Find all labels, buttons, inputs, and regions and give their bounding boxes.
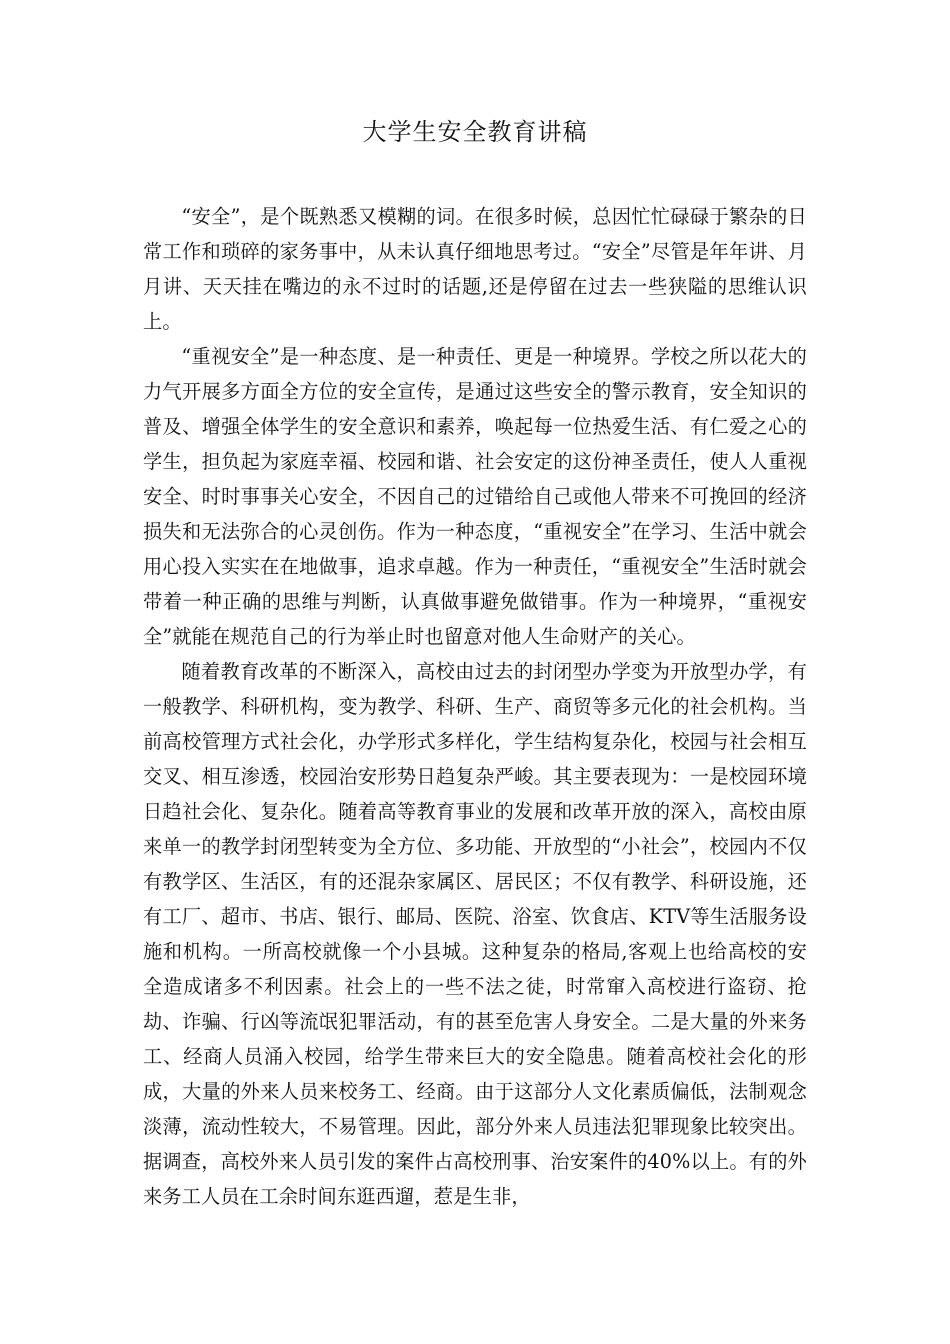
paragraph-2: “重视安全”是一种态度、是一种责任、更是一种境界。学校之所以花大的力气开展多方面全方位的安全宣传，是通过这些安全的警示教育，安全知识的普及、增强全体学生的安全意识和素养，唤起每一位热爱生活、有仁爱之心的学生，担负起为家庭幸福、校园和谐、社会安定的这份神圣责任，使人人重视安全、时时事事关心安全，不因自己的过错给自己或他人带来不可挽回的经济损失和无法弥合的心灵创伤。作为一种态度，“重视安全”在学习、生活中就会用心投入实实在在地做事，追求卓越。作为一种责任，“重视安全”生活时就会带着一种正确的思维与判断，认真做事避免做错事。作为一种境界，“重视安全”就能在规范自己的行为举止时也留意对他人生命财产的关心。: [143, 345, 807, 648]
paragraph-1: “安全”，是个既熟悉又模糊的词。在很多时候，总因忙忙碌碌于繁杂的日常工作和琐碎的家务事中，从未认真仔细地思考过。“安全”尽管是年年讲、月月讲、天天挂在嘴边的永不过时的话题,还是停留在过去一些狭隘的思维认识上。: [143, 205, 807, 333]
document-body: [143, 199, 807, 1214]
paragraph-3: 随着教育改革的不断深入，高校由过去的封闭型办学变为开放型办学，有一般教学、科研机构，变为教学、科研、生产、商贸等多元化的社会机构。当前高校管理方式社会化，办学形式多样化，学生结构复杂化，校园与社会相互交叉、相互渗透，校园治安形势日趋复杂严峻。其主要表现为：一是校园环境日趋社会化、复杂化。随着高等教育事业的发展和改革开放的深入，高校由原来单一的教学封闭型转变为全方位、多功能、开放型的“小社会”，校园内不仅有教学区、生活区，有的还混杂家属区、居民区；不仅有教学、科研设施，还有工厂、超市、书店、银行、邮局、医院、浴室、饮食店、KTV等生活服务设施和机构。一所高校就像一个小县城。这种复杂的格局,客观上也给高校的安全造成诸多不利因素。社会上的一些不法之徒，时常窜入高校进行盗窃、抢劫、诈骗、行凶等流氓犯罪活动，有的甚至危害人身安全。二是大量的外来务工、经商人员涌入校园，给学生带来巨大的安全隐患。随着高校社会化的形成，大量的外来人员来校务工、经商。由于这部分人文化素质偏低，法制观念淡薄，流动性较大，不易管理。因此，部分外来人员违法犯罪现象比较突出。据调查，高校外来人员引发的案件占高校刑事、治安案件的40%以上。有的外来务工人员在工余时间东逛西遛，惹是生非，: [143, 660, 807, 1208]
document-title: 大学生安全教育讲稿: [362, 118, 588, 146]
